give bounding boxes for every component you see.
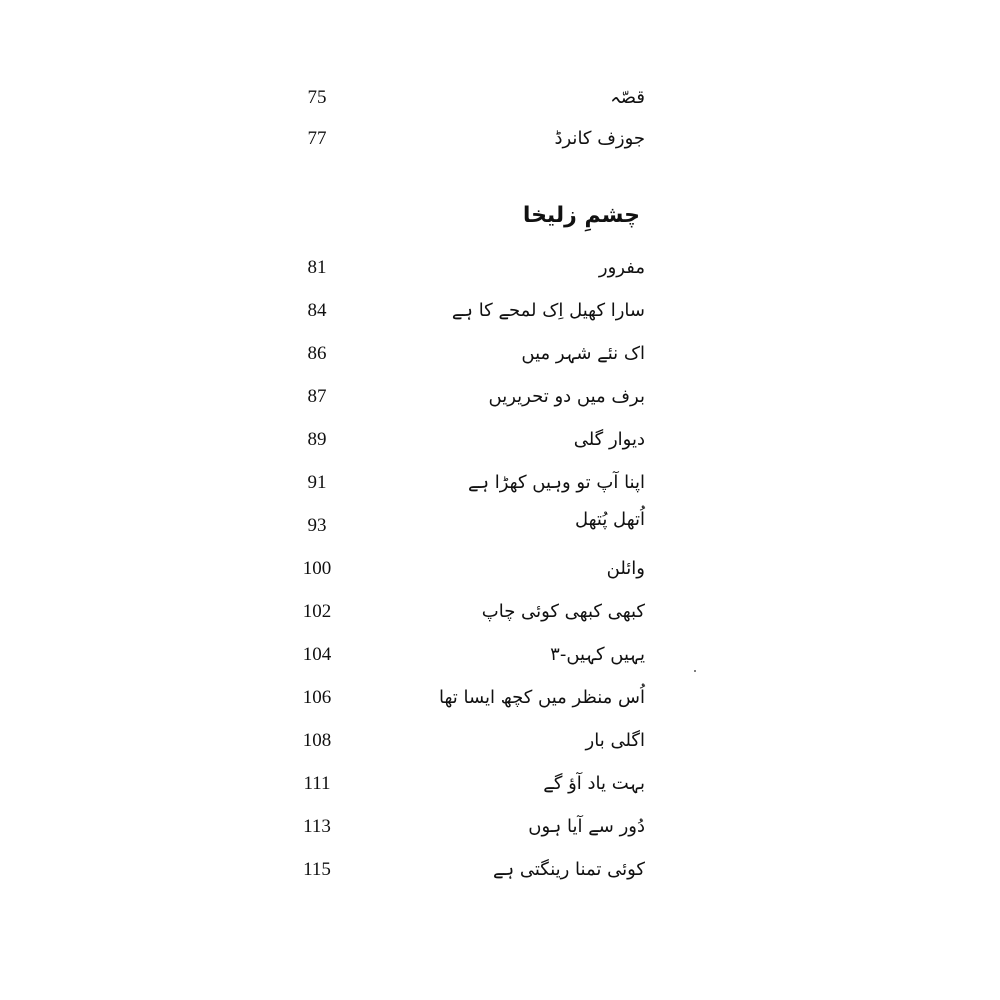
entry-title: سارا کھیل اِک لمحے کا ہے — [451, 300, 645, 321]
toc-entry — [280, 551, 650, 587]
entry-title: اپنا آپ تو وہیں کھڑا ہے — [467, 472, 645, 493]
page-number: 86 — [307, 343, 327, 364]
entry-title: بہت یاد آؤ گے — [543, 773, 645, 794]
toc-entry — [280, 594, 650, 630]
page-number: 84 — [307, 300, 327, 321]
page-number: 115 — [303, 859, 331, 880]
toc-entry — [280, 852, 650, 888]
page-number: 106 — [302, 687, 332, 708]
entry-title: دیوار گلی — [573, 429, 645, 450]
entry-title: مفرور — [598, 257, 645, 278]
toc-entry — [280, 250, 650, 286]
entry-title: برف میں دو تحریریں — [488, 386, 645, 407]
page-number: 87 — [307, 386, 327, 407]
toc-entry — [280, 422, 650, 458]
page-number: 77 — [307, 128, 327, 149]
page-number: 104 — [302, 644, 332, 665]
section-heading: چشمِ زلیخا — [522, 203, 640, 228]
page-number: 81 — [307, 257, 327, 278]
toc-entry — [280, 723, 650, 759]
entry-title: اُتھل پُتھل — [574, 509, 645, 530]
toc-entry — [280, 766, 650, 802]
page-number: 75 — [307, 87, 327, 108]
entry-title: دُور سے آیا ہوں — [528, 816, 645, 837]
page-number: 91 — [307, 472, 327, 493]
page-number: 108 — [302, 730, 332, 751]
entry-title: اک نئے شہر میں — [521, 343, 645, 364]
entry-title: اُس منظر میں کچھ ایسا تھا — [438, 687, 645, 708]
toc-entry — [280, 80, 650, 116]
toc-entry — [280, 680, 650, 716]
toc-entry — [280, 336, 650, 372]
page-number: 100 — [302, 558, 332, 579]
page-number: 89 — [307, 429, 327, 450]
toc-entry — [280, 637, 650, 673]
toc-entry — [280, 809, 650, 845]
entry-title: کوئی تمنا رینگتی ہے — [493, 859, 645, 880]
page-number: 102 — [302, 601, 332, 622]
toc-entry — [280, 508, 650, 544]
page-number: 93 — [307, 515, 327, 536]
toc-entry — [280, 293, 650, 329]
entry-title: وائلن — [606, 558, 645, 579]
toc-entry — [280, 121, 650, 157]
toc-entry — [280, 379, 650, 415]
entry-title: یہیں کہیں-۳ — [550, 644, 645, 665]
toc-entry — [280, 465, 650, 501]
scan-speck — [694, 670, 696, 672]
page-number: 111 — [303, 773, 331, 794]
entry-title: اگلی بار — [585, 730, 645, 751]
entry-title: قصّہ — [610, 87, 645, 108]
entry-title: جوزف کانرڈ — [554, 128, 645, 149]
page-number: 113 — [303, 816, 331, 837]
entry-title: کبھی کبھی کوئی چاپ — [481, 601, 645, 622]
